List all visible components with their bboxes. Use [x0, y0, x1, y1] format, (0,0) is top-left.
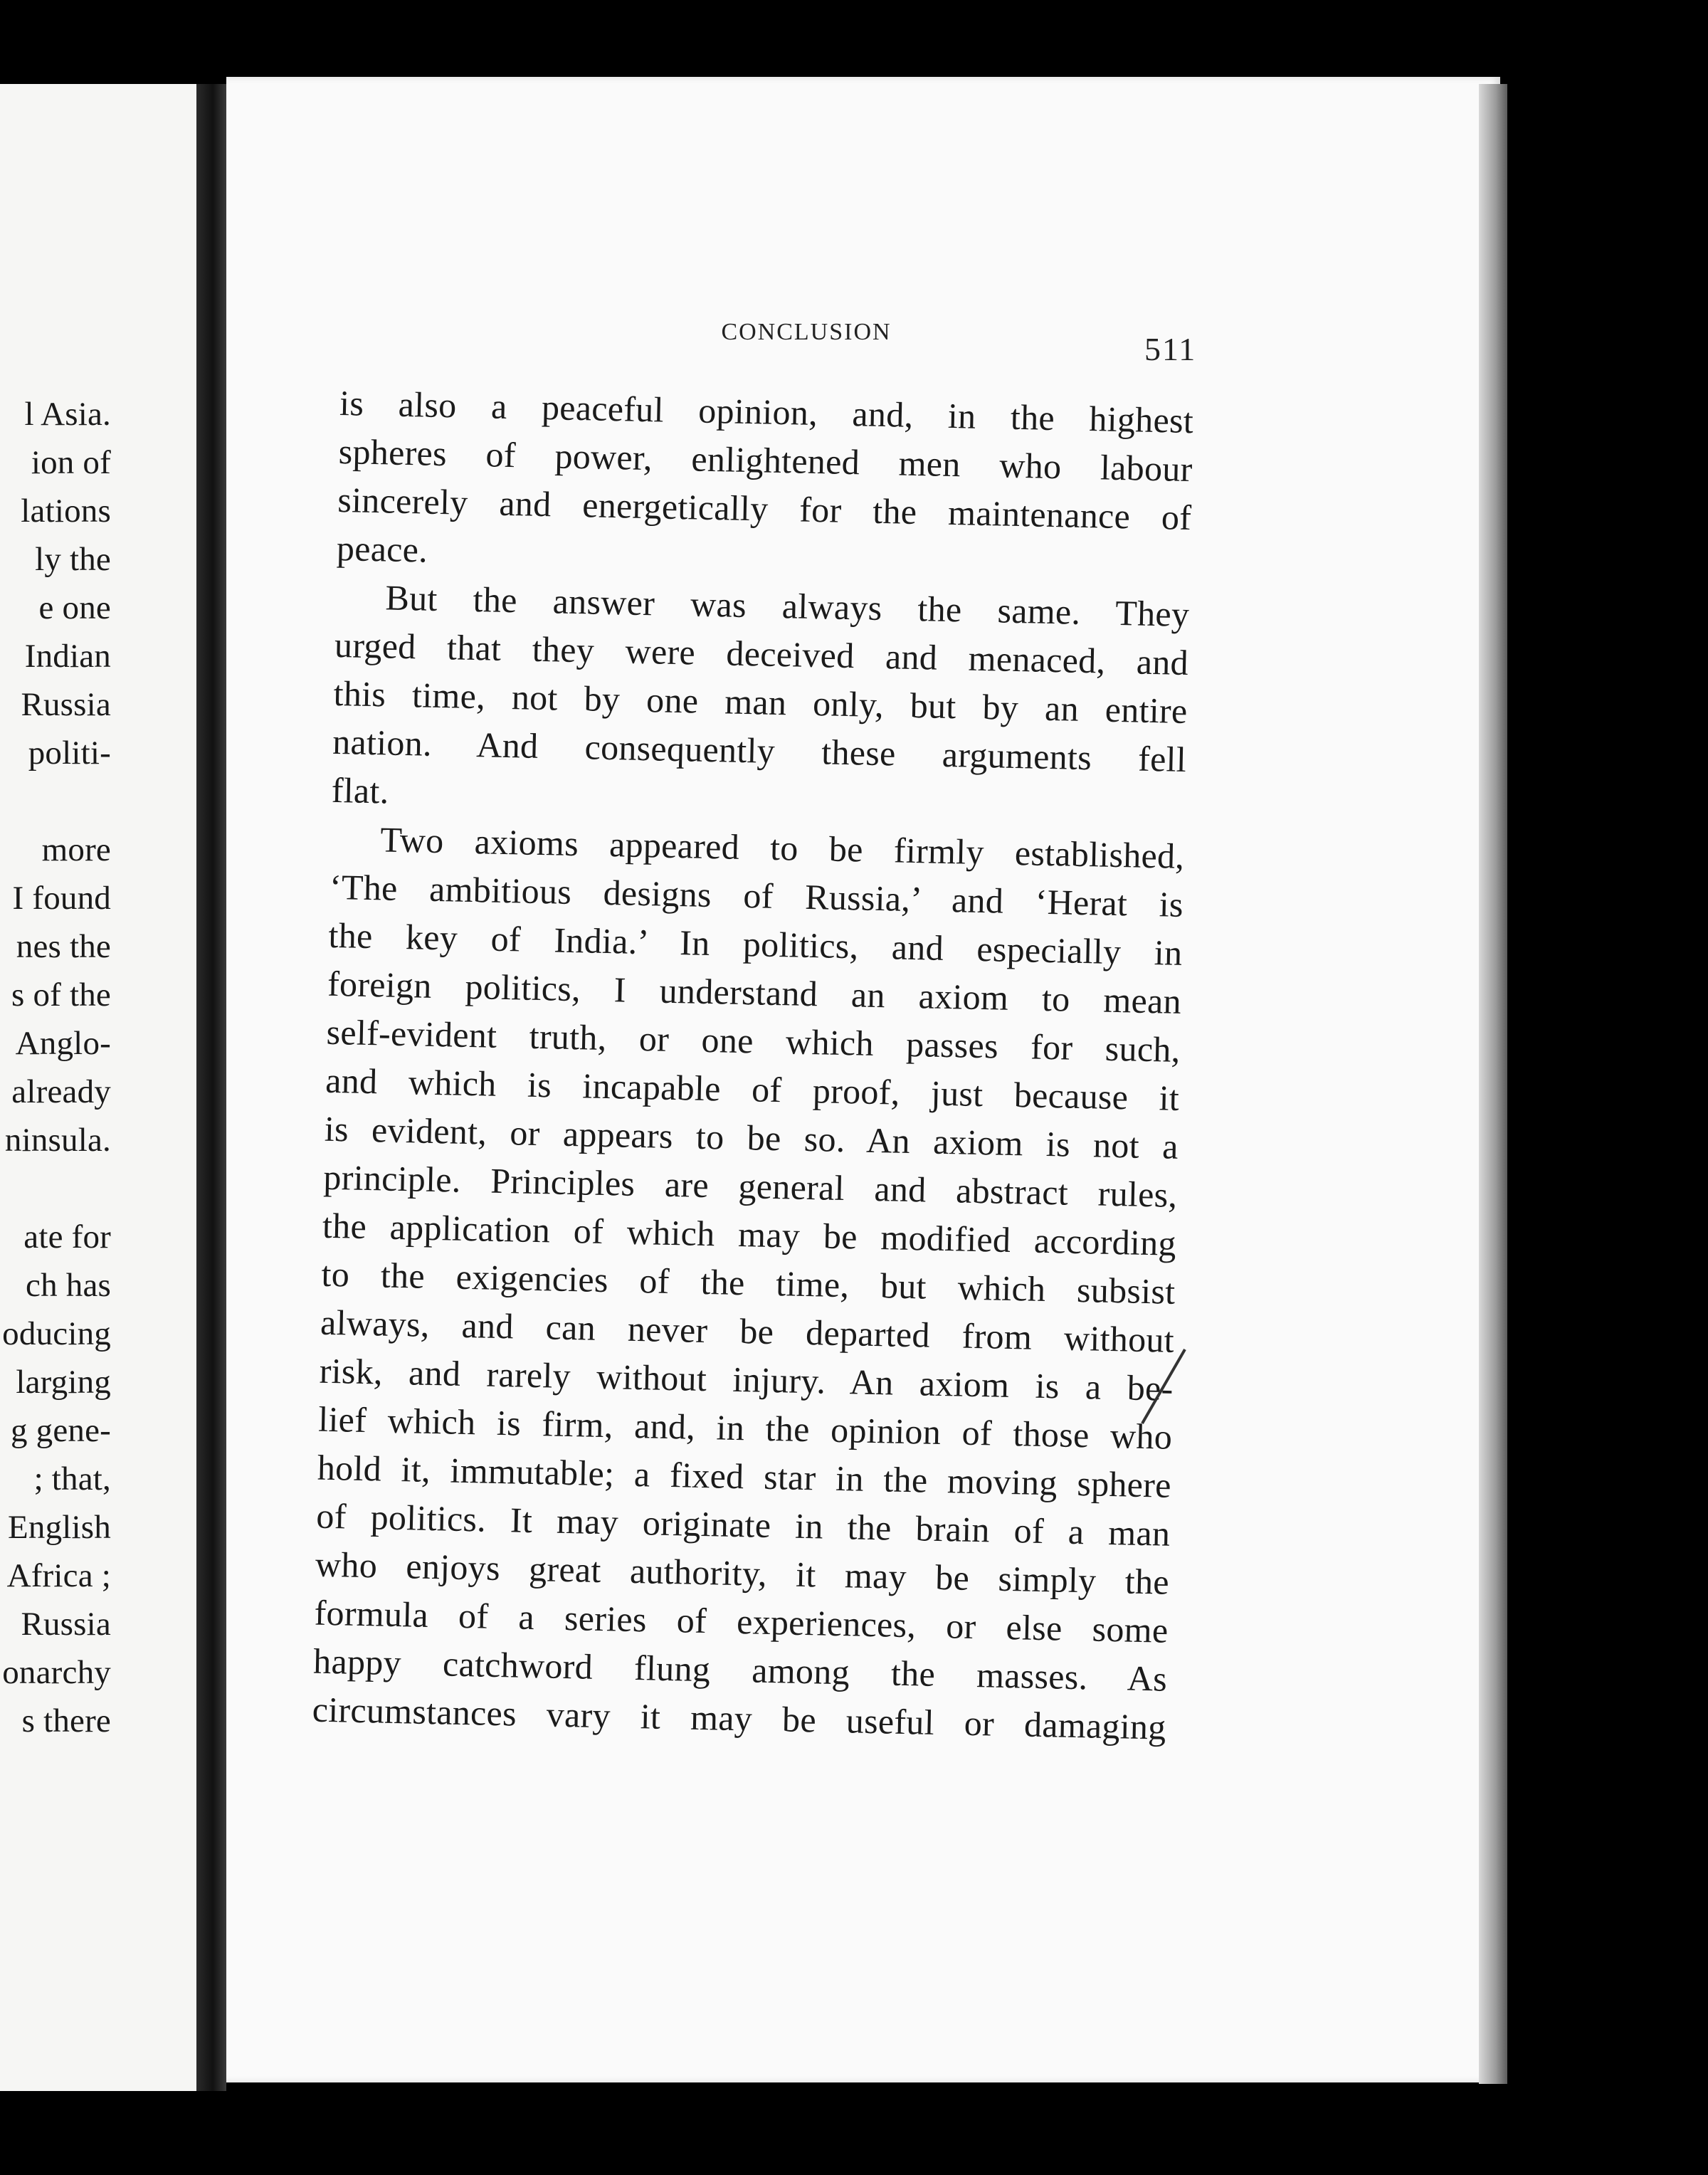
left-line: lations — [21, 493, 111, 530]
left-page-text — [0, 390, 196, 1745]
left-line: s of the — [11, 976, 111, 1013]
left-line: g gene- — [10, 1412, 111, 1449]
left-line — [0, 1164, 196, 1213]
text-line: hold it, immutable; a fixed star in the moving sphere — [317, 1447, 1172, 1505]
right-page — [226, 77, 1500, 2082]
text-line: ‘The ambitious designs of Russia,’ and ‘Herat is — [329, 866, 1184, 925]
text-line: principle. Principles are general and abstract rules, — [322, 1157, 1178, 1215]
text-line: happy catchword flung among the masses. As — [312, 1641, 1168, 1699]
text-line: circumstances vary it may be useful or damaging — [312, 1689, 1167, 1747]
left-line: ion of — [31, 444, 111, 481]
text-line: But the answer was always the same. They — [384, 577, 1190, 635]
text-line: is also a peaceful opinion, and, in the highest — [339, 382, 1194, 441]
text-line: and which is incapable of proof, just because it — [325, 1060, 1180, 1118]
page-edge — [1479, 84, 1507, 2084]
left-line: ch has — [26, 1267, 111, 1304]
left-line: more — [41, 831, 111, 868]
left-line: l Asia. — [24, 396, 111, 433]
left-line: I found — [12, 880, 111, 917]
text-line: the application of which may be modified according — [322, 1205, 1177, 1263]
left-line: English — [7, 1509, 111, 1546]
text-line: Two axioms appeared to be firmly established, — [379, 819, 1185, 876]
left-line: Russia — [21, 686, 111, 723]
text-line: to the exigencies of the time, but which subsist — [321, 1253, 1176, 1312]
left-line: ate for — [23, 1218, 111, 1255]
left-line: larging — [16, 1364, 111, 1401]
page-number: 511 — [1144, 331, 1197, 367]
text-line: spheres of power, enlightened men who labour — [338, 431, 1193, 490]
text-line: self-evident truth, or one which passes for such, — [326, 1011, 1181, 1070]
left-line: Africa ; — [6, 1557, 111, 1594]
left-line: Anglo- — [15, 1025, 111, 1062]
left-line: politi- — [28, 734, 111, 771]
text-line: the key of India.’ In politics, and especially in — [328, 915, 1183, 973]
text-line: of politics. It may originate in the brain of a man — [315, 1495, 1171, 1554]
text-line: urged that they were deceived and menaced, and — [334, 624, 1189, 683]
text-line: formula of a series of experiences, or else some — [314, 1592, 1169, 1650]
left-line: nes the — [16, 928, 111, 965]
left-line: ninsula. — [4, 1122, 111, 1159]
text-line: nation. And consequently these arguments fell — [332, 721, 1187, 780]
text-line: peace. — [336, 527, 428, 570]
text-line: this time, not by one man only, but by an entire — [333, 673, 1188, 732]
left-line: Indian — [24, 638, 111, 675]
text-line: foreign politics, I understand an axiom to mean — [327, 963, 1182, 1021]
left-line: Russia — [21, 1606, 111, 1643]
text-line: flat. — [331, 769, 390, 811]
left-line: e one — [38, 589, 111, 626]
left-line: s there — [21, 1702, 111, 1739]
left-line — [0, 777, 196, 826]
left-line: oducing — [2, 1315, 111, 1352]
body-text — [312, 379, 1194, 1752]
left-line: onarchy — [2, 1654, 111, 1691]
book-gutter — [196, 84, 226, 2105]
left-line: ly the — [35, 541, 111, 578]
left-line: ; that, — [33, 1460, 111, 1497]
text-line: who enjoys great authority, it may be simply the — [315, 1544, 1170, 1602]
text-line: risk, and rarely without injury. An axiom is a be- — [319, 1350, 1174, 1408]
left-line: already — [11, 1073, 111, 1110]
text-line: is evident, or appears to be so. An axiom is not a — [324, 1108, 1179, 1167]
scan-border — [0, 2091, 1708, 2175]
left-facing-page — [0, 84, 196, 2091]
text-line: always, and can never be departed from without — [320, 1302, 1175, 1360]
running-head: CONCLUSION — [721, 319, 892, 345]
text-line: sincerely and energetically for the maintenance of — [337, 479, 1192, 538]
text-line: lief which is firm, and, in the opinion of those who — [317, 1399, 1173, 1457]
